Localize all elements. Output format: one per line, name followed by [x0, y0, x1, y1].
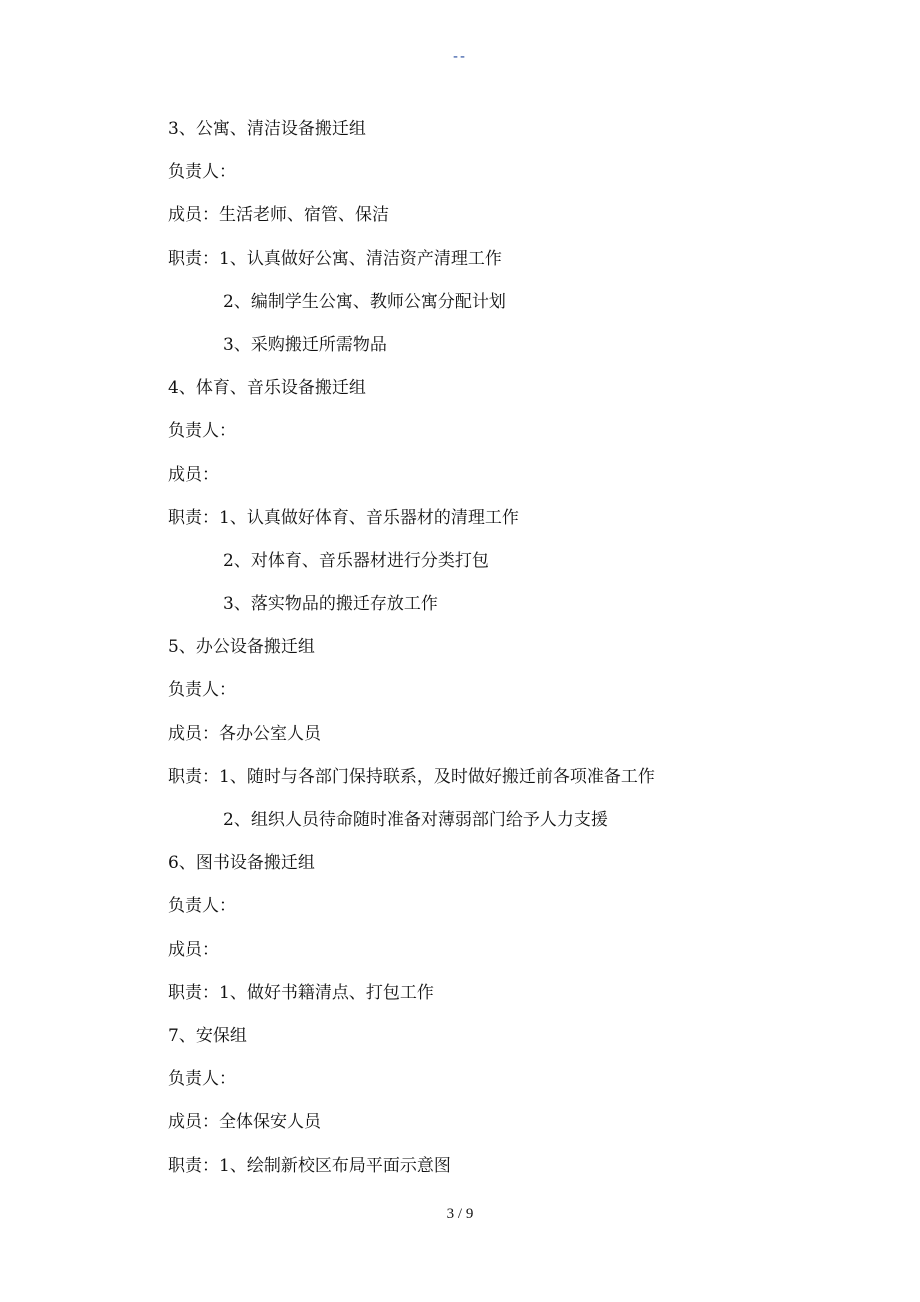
document-line: 2、对体育、音乐器材进行分类打包	[223, 550, 489, 571]
document-line: 负责人：	[168, 162, 236, 183]
document-line: 7、安保组	[168, 1025, 247, 1046]
document-line: 职责：1、随时与各部门保持联系，及时做好搬迁前各项准备工作	[168, 766, 655, 787]
document-line: 成员：各办公室人员	[168, 723, 321, 744]
document-line: 负责人：	[168, 1069, 236, 1090]
document-line: 成员：生活老师、宿管、保洁	[168, 205, 389, 226]
document-line: 3、采购搬迁所需物品	[223, 334, 387, 355]
document-line: 负责人：	[168, 421, 236, 442]
document-line: 成员：	[168, 464, 219, 485]
document-line: 负责人：	[168, 896, 236, 917]
document-line: 3、公寓、清洁设备搬迁组	[168, 119, 366, 139]
document-line: 5、办公设备搬迁组	[168, 637, 315, 658]
page-number: 3 / 9	[446, 1206, 474, 1222]
header-mark: --	[453, 48, 467, 65]
document-line: 成员：全体保安人员	[168, 1112, 321, 1133]
document-line: 职责：1、认真做好体育、音乐器材的清理工作	[168, 507, 519, 528]
document-line: 6、图书设备搬迁组	[168, 853, 315, 874]
document-body	[168, 114, 808, 1194]
document-line: 2、编制学生公寓、教师公寓分配计划	[223, 291, 506, 312]
document-line: 4、体育、音乐设备搬迁组	[168, 378, 366, 399]
document-line: 职责：1、做好书籍清点、打包工作	[168, 982, 434, 1003]
document-line: 成员：	[168, 939, 219, 960]
document-line: 3、落实物品的搬迁存放工作	[223, 594, 438, 615]
document-line: 负责人：	[168, 680, 236, 701]
document-line: 职责：1、认真做好公寓、清洁资产清理工作	[168, 248, 502, 269]
document-line: 2、组织人员待命随时准备对薄弱部门给予人力支援	[223, 810, 608, 830]
document-line: 职责：1、绘制新校区布局平面示意图	[168, 1155, 451, 1176]
